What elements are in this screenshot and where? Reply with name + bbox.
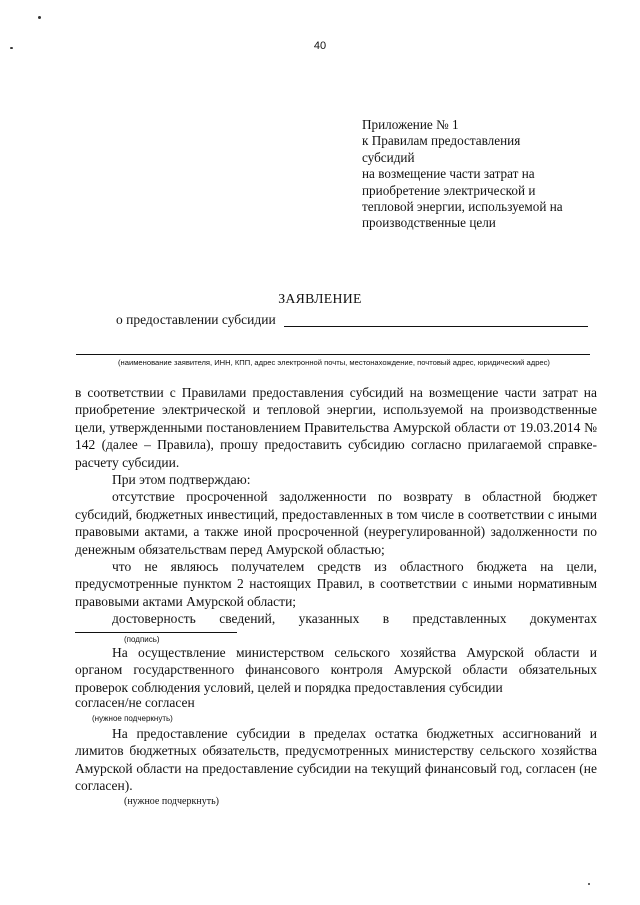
appendix-block — [362, 117, 612, 232]
appendix-line: Приложение № 1 — [362, 117, 459, 132]
scan-speck — [588, 883, 590, 885]
page-number: 40 — [313, 40, 327, 52]
applicant-fill-line — [76, 354, 590, 355]
appendix-line: тепловой энергии, используемой на — [362, 199, 563, 215]
body-paragraph: что не являюсь получателем средств из областного бюджета на цели, предусмотренные пунктом 2 настоящих Правил, в соответствии с иными нормативным правовыми актами Амурской области; — [75, 559, 597, 609]
appendix-line: на возмещение части затрат на — [362, 166, 535, 182]
appendix-line: производственные цели — [362, 215, 496, 231]
limits-note: (нужное подчеркнуть) — [124, 796, 219, 807]
document-title: ЗАЯВЛЕНИЕ — [278, 291, 362, 306]
document-subtitle: о предоставлении субсидии — [116, 312, 276, 327]
applicant-note: (наименование заявителя, ИНН, КПП, адрес электронной почты, местонахождение, почтовый адрес, юридический адрес) — [118, 358, 550, 367]
consent-paragraph: На предоставление субсидии в пределах остатка бюджетных ассигнований и лимитов бюджетных обязательств, предусмотренных министерству сельского хозяйства Амурской области на предоставление субсидии на текущий финансовый год, согласен (не согласен). — [75, 726, 597, 794]
agree-choice: согласен/не согласен — [75, 695, 195, 710]
signature-note: (подпись) — [124, 635, 160, 644]
agree-note: (нужное подчеркнуть) — [92, 714, 173, 723]
appendix-line: субсидий — [362, 149, 415, 165]
body-paragraph: отсутствие просроченной задолженности по возврату в областной бюджет субсидий, бюджетных инвестиций, предоставленных в том числе в соответствии с иными правовыми актами, а также иной просроченной (неурегулированной) задолженности по денежным обязательствам перед Амурской областью; — [75, 489, 597, 557]
scan-speck — [38, 16, 41, 19]
body-text — [75, 384, 597, 628]
consent-checks — [75, 644, 597, 696]
appendix-line: приобретение электрической и — [362, 182, 536, 198]
subsidy-fill-line — [284, 326, 588, 327]
consent-limits — [75, 725, 597, 795]
consent-paragraph: На осуществление министерством сельского хозяйства Амурской области и органом государственного финансового контроля Амурской области обязательных проверок соблюдения условий, целей и порядка предоставления субсидии — [75, 645, 597, 695]
body-paragraph: в соответствии с Правилами предоставления субсидий на возмещение части затрат на приобретение электрической и тепловой энергии, используемой на производственные цели, утвержденными постановлением Правительства Амурской области от 19.03.2014 № 142 (далее – Правила), прошу предоставить субсидию согласно прилагаемой справке-расчету субсидии. — [75, 385, 597, 470]
appendix-line: к Правилам предоставления — [362, 133, 521, 149]
body-paragraph: При этом подтверждаю: — [112, 472, 251, 488]
signature-line — [75, 632, 237, 633]
body-paragraph: достоверность сведений, указанных в представленных документах — [112, 611, 597, 627]
